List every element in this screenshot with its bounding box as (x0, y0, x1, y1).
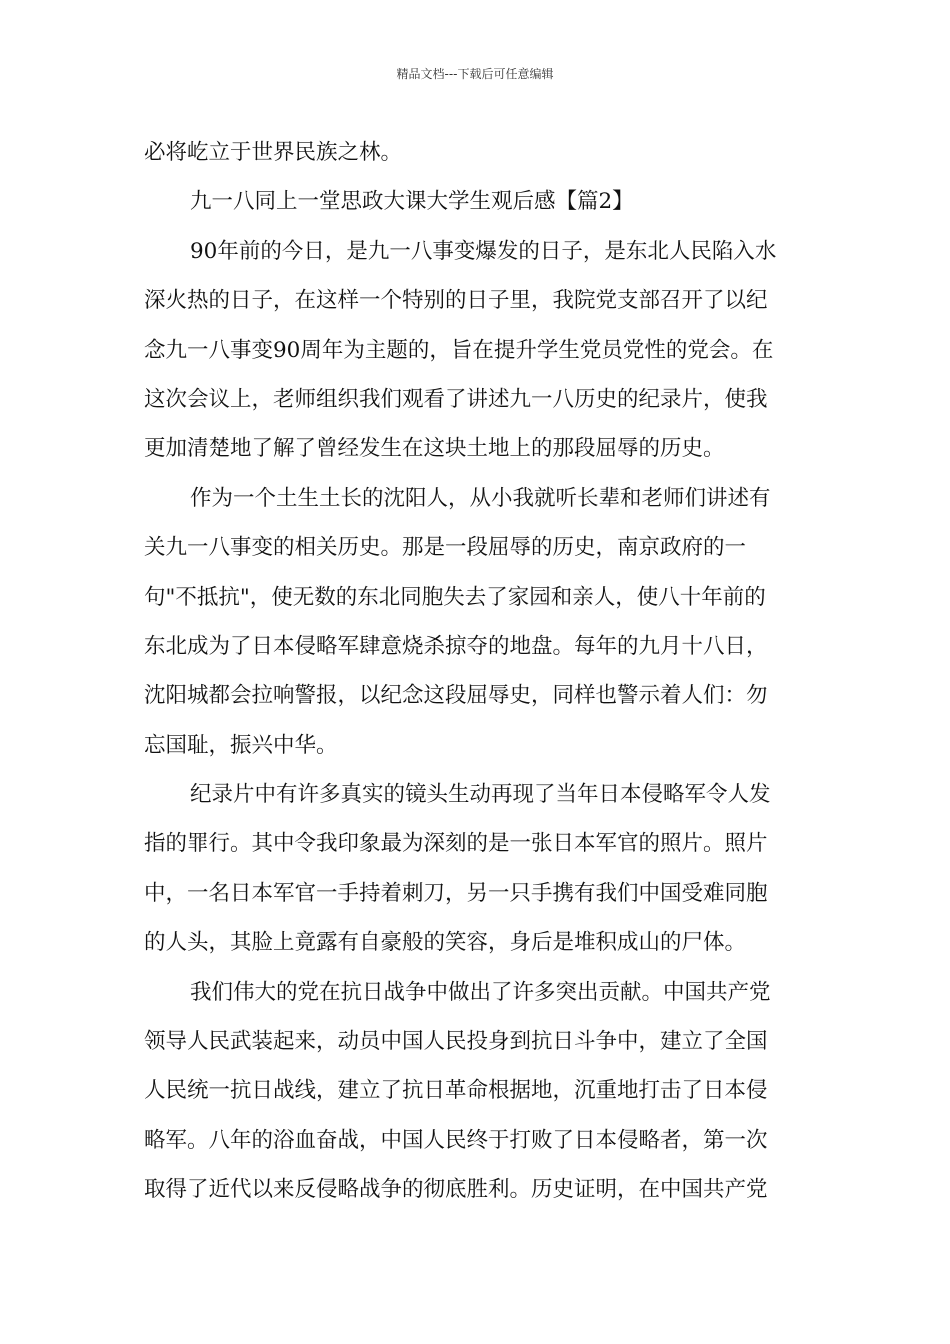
text-line: 念九一八事变90周年为主题的，旨在提升学生党员党性的党会。在 (144, 337, 774, 363)
text-line: 九一八同上一堂思政大课大学生观后感【篇2】 (190, 189, 634, 215)
text-line: 领导人民武装起来，动员中国人民投身到抗日斗争中，建立了全国 (144, 1029, 768, 1055)
text-line: 东北成为了日本侵略军肆意烧杀掠夺的地盘。每年的九月十八日， (144, 633, 768, 659)
text-line: 句"不抵抗"，使无数的东北同胞失去了家园和亲人，使八十年前的 (144, 584, 766, 610)
text-line: 指的罪行。其中令我印象最为深刻的是一张日本军官的照片。照片 (144, 831, 768, 857)
text-line: 关九一八事变的相关历史。那是一段屈辱的历史，南京政府的一 (144, 535, 747, 561)
text-line: 必将屹立于世界民族之林。 (144, 140, 403, 165)
text-line: 忘国耻，振兴中华。 (144, 732, 338, 758)
text-line: 纪录片中有许多真实的镜头生动再现了当年日本侵略军令人发 (190, 782, 771, 808)
body-text (144, 134, 808, 1221)
text-line: 的人头，其脸上竟露有自豪般的笑容，身后是堆积成山的尸体。 (144, 930, 747, 956)
text-line: 我们伟大的党在抗日战争中做出了许多突出贡献。中国共产党 (190, 979, 771, 1005)
text-line: 人民统一抗日战线，建立了抗日革命根据地，沉重地打击了日本侵 (144, 1078, 768, 1104)
text-line: 更加清楚地了解了曾经发生在这块土地上的那段屈辱的历史。 (144, 436, 725, 462)
text-line: 取得了近代以来反侵略战争的彻底胜利。历史证明，在中国共产党 (144, 1177, 768, 1203)
text-line: 略军。八年的浴血奋战，中国人民终于打败了日本侵略者，第一次 (144, 1127, 768, 1153)
text-line: 这次会议上，老师组织我们观看了讲述九一八历史的纪录片，使我 (144, 386, 768, 412)
text-line: 中，一名日本军官一手持着刺刀，另一只手携有我们中国受难同胞 (144, 880, 768, 906)
text-line: 作为一个土生土长的沈阳人，从小我就听长辈和老师们讲述有 (190, 485, 771, 511)
text-line: 90年前的今日，是九一八事变爆发的日子，是东北人民陷入水 (190, 238, 777, 264)
text-line: 沈阳城都会拉响警报，以纪念这段屈辱史，同样也警示着人们：勿 (144, 683, 768, 709)
text-line: 深火热的日子，在这样一个特别的日子里，我院党支部召开了以纪 (144, 288, 768, 314)
page-header: 精品文档---下载后可任意编辑 (396, 67, 554, 81)
